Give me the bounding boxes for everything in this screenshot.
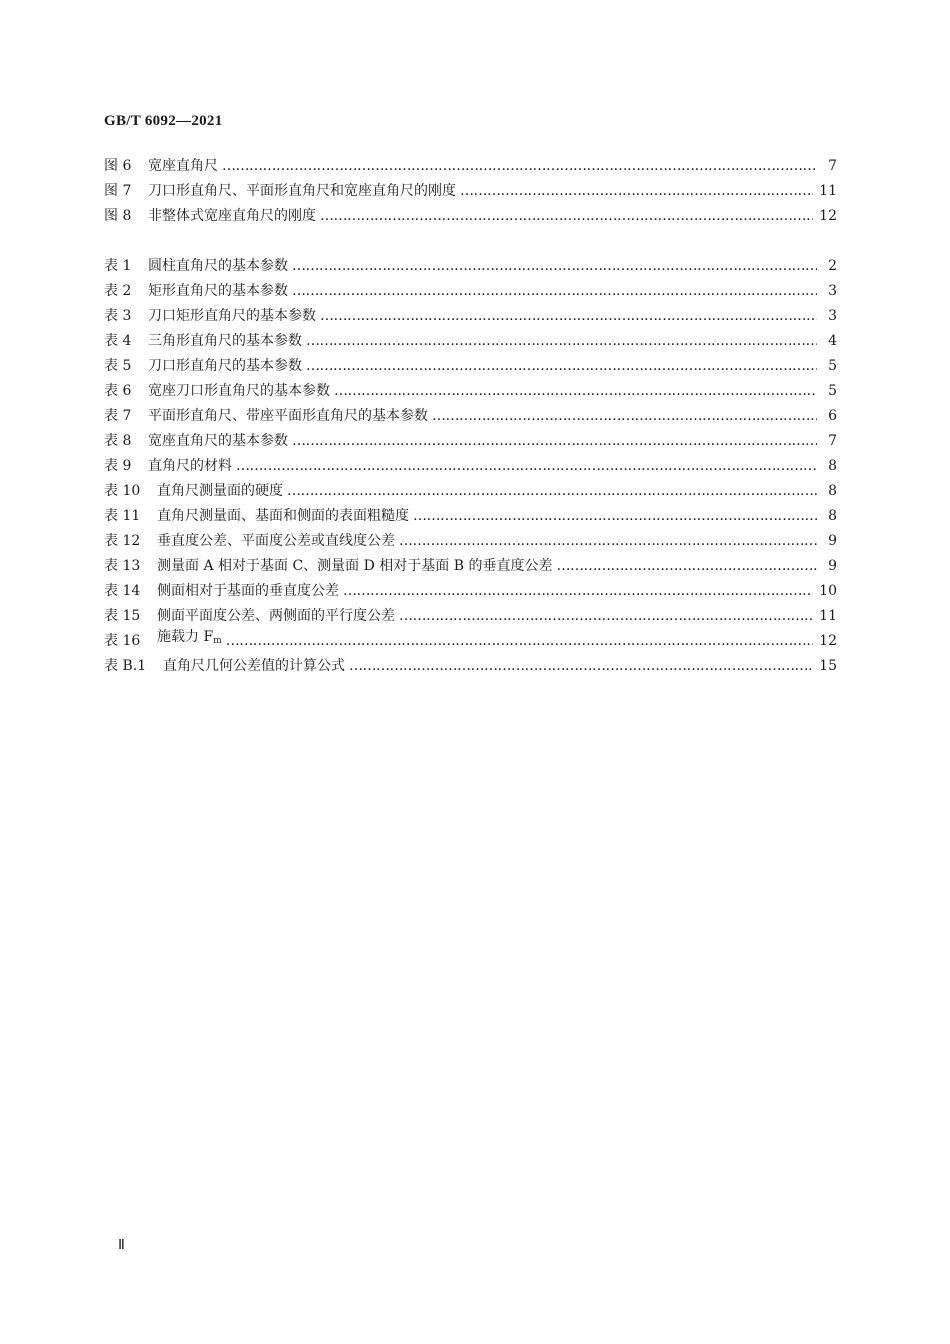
entry-label: 表 13	[104, 558, 141, 574]
toc-entry-table-1[interactable]	[104, 254, 837, 279]
toc-entry-table-4[interactable]	[104, 329, 837, 354]
entry-page: 11	[819, 183, 837, 199]
entry-page: 12	[819, 208, 837, 224]
dot-leader	[349, 654, 813, 679]
toc-entry-figure-7[interactable]	[104, 179, 837, 204]
toc-entry-table-2[interactable]	[104, 279, 837, 304]
entry-page: 6	[828, 408, 837, 424]
entry-page: 8	[828, 458, 837, 474]
entry-title: 平面形直角尺、带座平面形直角尺的基本参数	[148, 408, 428, 424]
entry-label: 表 B.1	[104, 658, 147, 674]
entry-title: 非整体式宽座直角尺的刚度	[148, 208, 316, 224]
dot-leader	[236, 454, 817, 479]
page-number: Ⅱ	[118, 1238, 125, 1253]
entry-title: 三角形直角尺的基本参数	[148, 333, 302, 349]
entry-page: 8	[828, 508, 837, 524]
entry-page: 11	[819, 608, 837, 624]
entry-title: 直角尺测量面的硬度	[157, 483, 283, 499]
entry-page: 7	[828, 158, 837, 174]
toc-entry-table-7[interactable]	[104, 404, 837, 429]
dot-leader	[306, 354, 817, 379]
toc-entry-table-9[interactable]	[104, 454, 837, 479]
entry-page: 8	[828, 483, 837, 499]
entry-title: 刀口矩形直角尺的基本参数	[148, 308, 316, 324]
dot-leader	[287, 479, 817, 504]
toc-entry-table-8[interactable]	[104, 429, 837, 454]
entry-label: 表 16	[104, 633, 141, 649]
dot-leader	[432, 404, 817, 429]
standard-code: GB/T 6092—2021	[104, 113, 223, 129]
dot-leader	[292, 254, 817, 279]
dot-leader	[320, 204, 813, 229]
toc-entry-table-13[interactable]	[104, 554, 837, 579]
entry-label: 表 6	[104, 383, 132, 399]
entry-page: 5	[828, 358, 837, 374]
table-of-contents	[104, 154, 837, 679]
toc-entry-table-14[interactable]	[104, 579, 837, 604]
dot-leader	[557, 554, 818, 579]
figure-list	[104, 154, 837, 229]
dot-leader	[292, 279, 817, 304]
entry-page: 5	[828, 383, 837, 399]
dot-leader	[306, 329, 817, 354]
entry-page: 3	[828, 308, 837, 324]
entry-title: 矩形直角尺的基本参数	[148, 283, 288, 299]
entry-page: 12	[819, 633, 837, 649]
entry-label: 表 7	[104, 408, 132, 424]
entry-title	[157, 625, 226, 654]
entry-label: 表 11	[104, 508, 141, 524]
entry-title: 直角尺测量面、基面和侧面的表面粗糙度	[157, 508, 409, 524]
toc-entry-table-10[interactable]	[104, 479, 837, 504]
entry-label: 表 9	[104, 458, 132, 474]
toc-entry-table-b1[interactable]	[104, 654, 837, 679]
toc-entry-table-3[interactable]	[104, 304, 837, 329]
dot-leader	[343, 579, 813, 604]
entry-label: 图 7	[104, 183, 132, 199]
entry-page: 3	[828, 283, 837, 299]
toc-entry-table-11[interactable]	[104, 504, 837, 529]
entry-title: 垂直度公差、平面度公差或直线度公差	[157, 533, 395, 549]
dot-leader	[320, 304, 817, 329]
dot-leader	[399, 604, 813, 629]
entry-title: 圆柱直角尺的基本参数	[148, 258, 288, 274]
entry-title: 宽座刀口形直角尺的基本参数	[148, 383, 330, 399]
entry-label: 表 8	[104, 433, 132, 449]
entry-title: 侧面平面度公差、两侧面的平行度公差	[157, 608, 395, 624]
entry-title: 刀口形直角尺、平面形直角尺和宽座直角尺的刚度	[148, 183, 456, 199]
entry-page: 9	[828, 533, 837, 549]
dot-leader	[226, 629, 813, 654]
entry-title: 直角尺几何公差值的计算公式	[163, 658, 345, 674]
entry-page: 2	[828, 258, 837, 274]
dot-leader	[334, 379, 817, 404]
dot-leader	[222, 154, 817, 179]
dot-leader	[413, 504, 817, 529]
entry-label: 表 14	[104, 583, 141, 599]
entry-label: 表 5	[104, 358, 132, 374]
entry-page: 15	[819, 658, 837, 674]
toc-entry-table-12[interactable]	[104, 529, 837, 554]
dot-leader	[460, 179, 813, 204]
entry-title: 宽座直角尺	[148, 158, 218, 174]
entry-title: 测量面 A 相对于基面 C、测量面 D 相对于基面 B 的垂直度公差	[157, 558, 553, 574]
entry-label: 图 6	[104, 158, 132, 174]
dot-leader	[292, 429, 817, 454]
entry-page: 10	[819, 583, 837, 599]
toc-entry-figure-6[interactable]	[104, 154, 837, 179]
entry-page: 9	[828, 558, 837, 574]
entry-label: 表 12	[104, 533, 141, 549]
entry-label: 表 4	[104, 333, 132, 349]
entry-page: 7	[828, 433, 837, 449]
entry-page: 4	[828, 333, 837, 349]
entry-label: 表 3	[104, 308, 132, 324]
dot-leader	[399, 529, 817, 554]
entry-label: 表 2	[104, 283, 132, 299]
toc-entry-table-16[interactable]	[104, 629, 837, 654]
entry-title-text: 施载力 F	[157, 629, 214, 645]
toc-entry-figure-8[interactable]	[104, 204, 837, 229]
entry-title: 侧面相对于基面的垂直度公差	[157, 583, 339, 599]
entry-title: 直角尺的材料	[148, 458, 232, 474]
toc-entry-table-6[interactable]	[104, 379, 837, 404]
entry-label: 表 1	[104, 258, 132, 274]
entry-label: 图 8	[104, 208, 132, 224]
entry-title: 宽座直角尺的基本参数	[148, 433, 288, 449]
entry-title: 刀口形直角尺的基本参数	[148, 358, 302, 374]
entry-label: 表 15	[104, 608, 141, 624]
table-list	[104, 254, 837, 679]
toc-entry-table-5[interactable]	[104, 354, 837, 379]
entry-label: 表 10	[104, 483, 141, 499]
entry-title-subscript: m	[213, 636, 222, 646]
